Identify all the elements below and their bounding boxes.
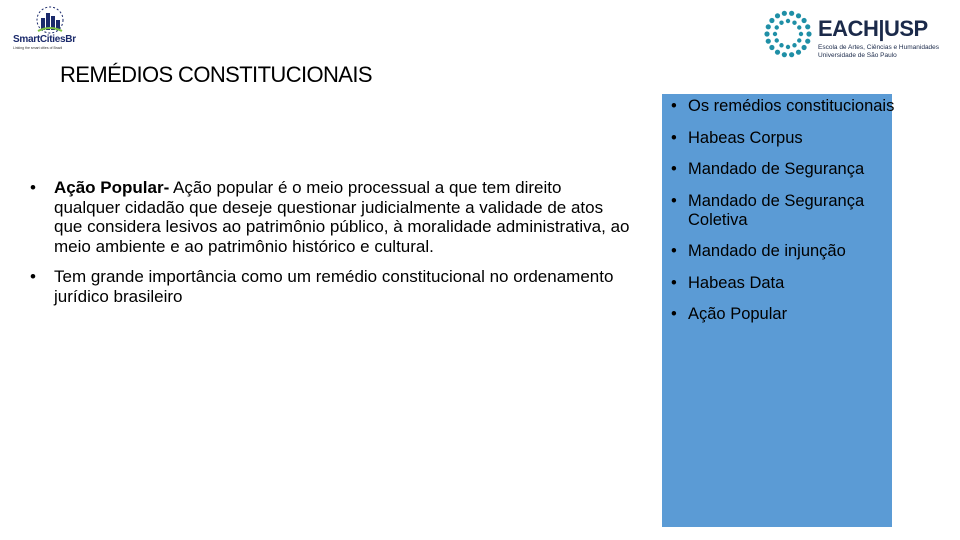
emblem-dot [805,24,810,29]
emblem-dot [789,11,794,16]
emblem-dot [801,18,806,23]
side-bullet-item: • Mandado de injunção [668,242,898,261]
emblem-dot [782,52,787,57]
each-usp-logo [762,8,942,64]
emblem-dot [792,21,796,25]
emblem-dot [801,45,806,50]
emblem-dot [792,43,796,47]
emblem-dot [796,50,801,55]
side-bullet-item: • Os remédios constitucionais [668,97,898,116]
smartcitiesbr-logo [10,4,92,50]
side-bullet-item: • Habeas Corpus [668,129,898,148]
side-bullet-item: • Mandado de Segurança Coletiva [668,192,898,230]
emblem-dot [786,19,790,23]
side-bullet-item: • Ação Popular [668,305,898,324]
each-usp-wordmark: EACH|USP [818,16,928,41]
each-subtitle-line2: Universidade de São Paulo [818,51,897,59]
emblem-dot [806,31,811,36]
side-bullet-item: • Mandado de Segurança [668,160,898,179]
emblem-dot [789,52,794,57]
emblem-dot [773,32,777,36]
body-bullet-list [30,178,630,317]
emblem-dot [799,32,803,36]
emblem-dot [775,13,780,18]
city-skyline-icon [30,4,70,36]
brand-tagline: Linking the smart cities of Brazil [13,46,63,50]
each-usp-subtitle [818,44,939,59]
emblem-dot [797,25,801,29]
emblem-dot [769,18,774,23]
emblem-dot [775,50,780,55]
body-bullet-text: Tem grande importância como um remédio constitucional no ordenamento jurídico brasileiro [54,267,614,306]
each-subtitle-line1: Escola de Artes, Ciências e Humanidades [818,44,940,51]
emblem-dot [766,39,771,44]
emblem-dot [779,43,783,47]
usp-name: USP [884,16,928,41]
emblem-dot [786,45,790,49]
body-bullet-item [30,178,630,256]
emblem-dot [797,38,801,42]
emblem-dot [769,45,774,50]
emblem-dot [766,24,771,29]
emblem-dot [775,38,779,42]
brand-name: SmartCitiesBr [13,34,76,45]
each-name: EACH [818,16,879,41]
emblem-dot [775,25,779,29]
emblem-dot [796,13,801,18]
emblem-dot [764,31,769,36]
body-bullet-item [30,267,630,306]
body-bullet-text: Ação popular é o meio processual a que tem direito qualquer cidadão que deseje questionar judicialmente a validade de atos que considera lesivos ao patrimônio público, à moralidade administrativa, ao meio ambiente e ao patrimônio histórico e cultural. [54,178,630,256]
body-bullet-lead: Ação Popular- [54,178,170,197]
side-bullet-list [668,97,898,337]
emblem-dot [805,39,810,44]
circular-dots-emblem-icon [762,8,814,60]
emblem-dot [779,21,783,25]
slide-title: REMÉDIOS CONSTITUCIONAIS [60,62,372,87]
side-bullet-item: • Habeas Data [668,274,898,293]
emblem-dot [782,11,787,16]
